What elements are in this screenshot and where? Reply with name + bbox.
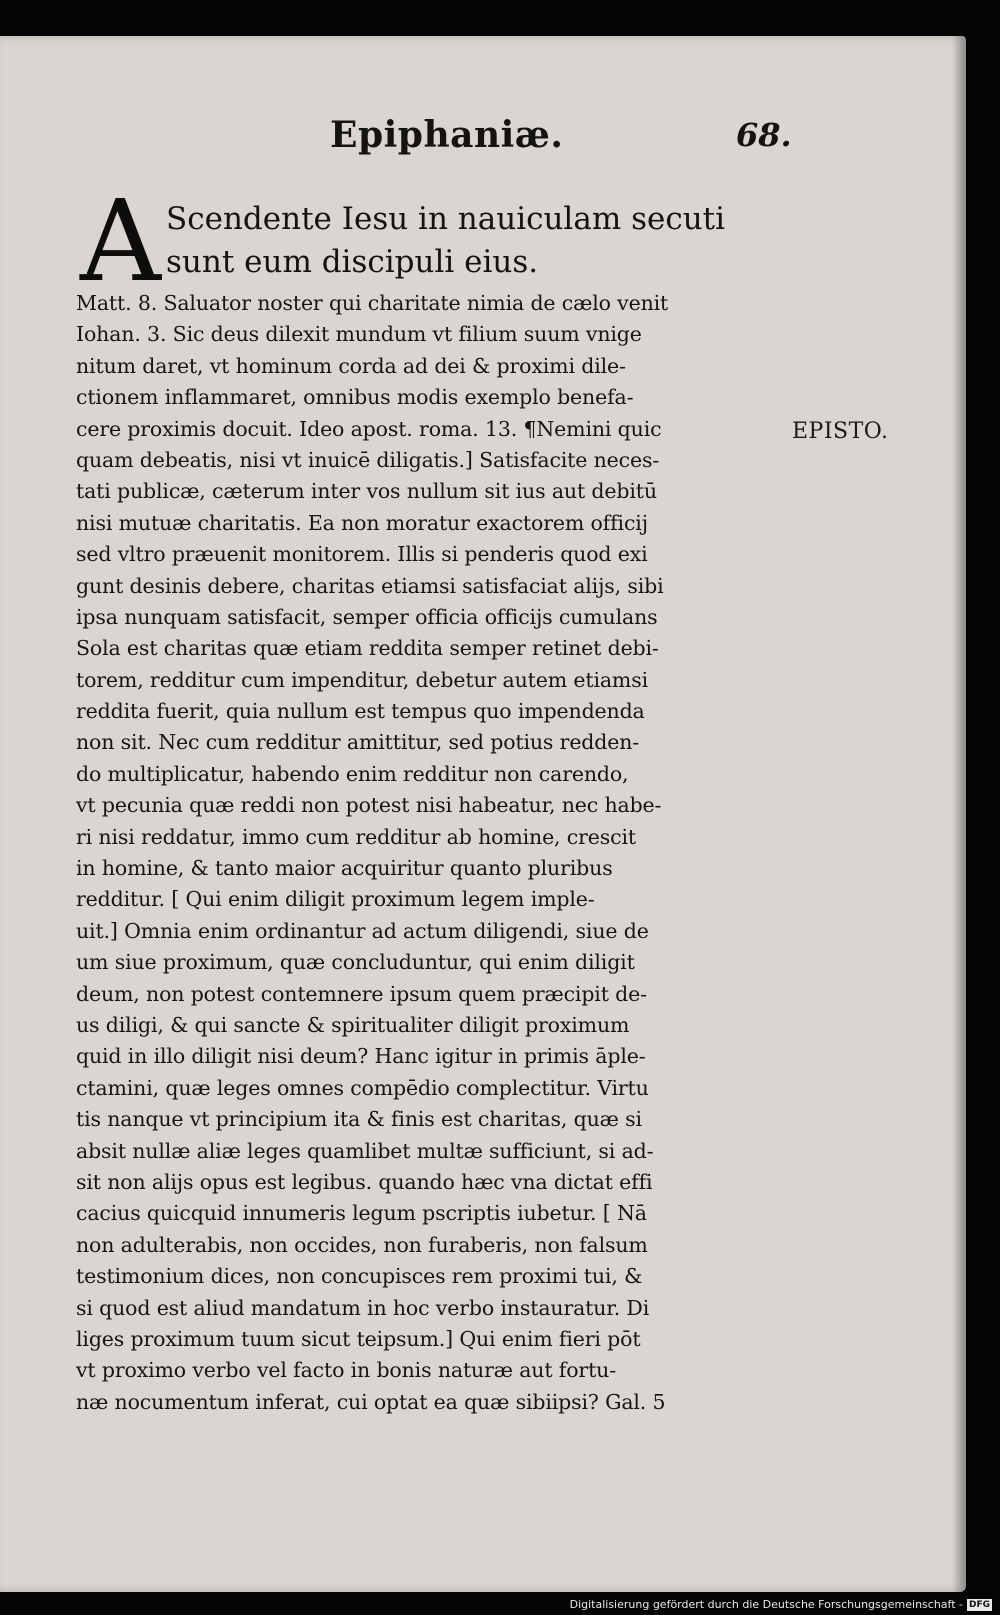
text-line: torem, redditur cum impenditur, debetur autem etiamsi <box>76 667 648 692</box>
text-line: Iohan. 3. Sic deus dilexit mundum vt filium suum vnige <box>76 322 642 347</box>
text-line: redditur. [ Qui enim diligit proximum legem imple- <box>76 887 595 912</box>
text-line: sed vltro præuenit monitorem. Illis si penderis quod exi <box>76 542 648 567</box>
text-line: quam debeatis, nisi vt inuicē diligatis.] Satisfacite neces- <box>76 447 660 472</box>
text-line: vt pecunia quæ reddi non potest nisi habeatur, nec habe- <box>76 793 662 818</box>
text-line: nisi mutuæ charitatis. Ea non moratur exactorem officij <box>76 510 648 535</box>
text-line: Matt. 8. Saluator noster qui charitate nimia de cælo venit <box>76 291 669 315</box>
text-line: testimonium dices, non concupisces rem proximi tui, & <box>76 1264 643 1289</box>
text-line: quid in illo diligit nisi deum? Hanc igitur in primis āple- <box>76 1044 646 1069</box>
text-line: cacius quicquid innumeris legum pscriptis iubetur. [ Nā <box>76 1201 647 1226</box>
text-line: non sit. Nec cum redditur amittitur, sed potius redden- <box>76 730 640 755</box>
text-line: ctamini, quæ leges omnes compēdio complectitur. Virtu <box>76 1075 649 1100</box>
text-line: uit.] Omnia enim ordinantur ad actum diligendi, siue de <box>76 918 649 943</box>
text-line: ipsa nunquam satisfacit, semper officia officijs cumulans <box>76 604 658 629</box>
text-line: cere proximis docuit. Ideo apost. roma. 13. ¶Nemini quic <box>76 416 662 441</box>
text-line: liges proximum tuum sicut teipsum.] Qui enim fieri pōt <box>76 1326 641 1351</box>
margin-note: EPISTO. <box>792 419 889 444</box>
text-line: vt proximo verbo vel facto in bonis naturæ aut fortu- <box>76 1358 616 1383</box>
text-line: um siue proximum, quæ concluduntur, qui enim diligit <box>76 950 635 975</box>
text-line: tis nanque vt principium ita & finis est charitas, quæ si <box>76 1107 642 1132</box>
text-line: reddita fuerit, quia nullum est tempus quo impendenda <box>76 699 645 724</box>
text-line: us diligi, & qui sancte & spiritualiter diligit proximum <box>76 1012 630 1037</box>
text-line: nitum daret, vt hominum corda ad dei & proximi dile- <box>76 353 626 378</box>
book-page <box>0 36 966 1592</box>
text-line: in homine, & tanto maior acquiritur quanto pluribus <box>76 856 613 881</box>
page-number: 68. <box>736 116 792 154</box>
drop-cap-initial: A <box>80 177 161 307</box>
footer-credit <box>570 1598 992 1611</box>
text-line: non adulterabis, non occides, non furaberis, non falsum <box>76 1232 648 1257</box>
text-line: gunt desinis debere, charitas etiamsi satisfaciat alijs, sibi <box>76 573 664 598</box>
incipit-heading <box>166 198 786 284</box>
text-line: næ nocumentum inferat, cui optat ea quæ sibiipsi? Gal. 5 <box>76 1389 666 1414</box>
incipit-line: sunt eum discipuli eius. <box>166 244 539 280</box>
text-line: deum, non potest contemnere ipsum quem præcipit de- <box>76 981 647 1006</box>
text-line: ri nisi reddatur, immo cum redditur ab homine, crescit <box>76 824 636 849</box>
text-line: sit non alijs opus est legibus. quando hæc vna dictat effi <box>76 1169 653 1194</box>
incipit-line: Scendente Iesu in nauiculam secuti <box>166 201 726 237</box>
text-line: tati publicæ, cæterum inter vos nullum sit ius aut debitū <box>76 479 657 504</box>
dfg-logo: DFG <box>968 1599 990 1610</box>
text-line: si quod est aliud mandatum in hoc verbo instauratur. Di <box>76 1295 650 1320</box>
footer-credit-text: Digitalisierung gefördert durch die Deutsche Forschungsgemeinschaft - <box>569 1598 963 1611</box>
running-head: Epiphaniæ. <box>330 114 564 156</box>
text-line: Sola est charitas quæ etiam reddita semper retinet debi- <box>76 636 659 661</box>
body-text <box>76 288 776 1418</box>
text-line: absit nullæ aliæ leges quamlibet multæ sufficiunt, si ad- <box>76 1138 654 1163</box>
text-line: ctionem inflammaret, omnibus modis exemplo benefa- <box>76 385 634 410</box>
text-line: do multiplicatur, habendo enim redditur non carendo, <box>76 761 629 786</box>
